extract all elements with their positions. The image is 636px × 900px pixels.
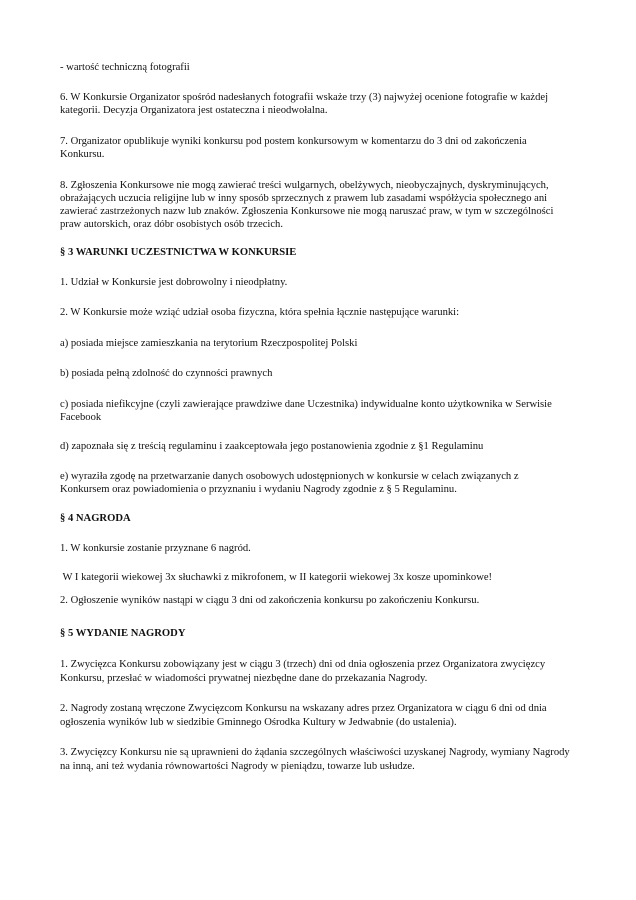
- paragraph-7: 7. Organizator opublikuje wyniki konkursu pod postem konkursowym w komentarzu do 3 dni od zakończenia Konkursu.: [60, 136, 527, 160]
- condition-b: b) posiada pełną zdolność do czynności prawnych: [60, 368, 273, 379]
- criterion-technical-value: - wartość techniczną fotografii: [60, 62, 190, 73]
- condition-e: e) wyraziła zgodę na przetwarzanie danych osobowych udostępnionych w konkursie w celach związanych z Konkursem oraz powiadomienia o przyznaniu i wydaniu Nagrody zgodnie z § 5 Regulaminu.: [60, 471, 519, 495]
- section-3-item-1: 1. Udział w Konkursie jest dobrowolny i nieodpłatny.: [60, 277, 288, 288]
- section-5-item-2: 2. Nagrody zostaną wręczone Zwycięzcom Konkursu na wskazany adres przez Organizatora w ciągu 6 dni od dnia ogłoszenia wyników lub w siedzibie Gminnego Ośrodka Kultury w Jedwabnie (do ustalenia).: [60, 703, 547, 728]
- condition-a: a) posiada miejsce zamieszkania na terytorium Rzeczpospolitej Polski: [60, 338, 358, 349]
- section-5-item-3: 3. Zwycięzcy Konkursu nie są uprawnieni do żądania szczególnych właściwości uzyskanej Nagrody, wymiany Nagrody na inną, ani też wydania równowartości Nagrody w pieniądzu, towarze lub usłudze.: [60, 747, 570, 772]
- section-3-item-2: 2. W Konkursie może wziąć udział osoba fizyczna, która spełnia łącznie następujące warunki:: [60, 307, 460, 318]
- section-4-item-2: 2. Ogłoszenie wyników nastąpi w ciągu 3 dni od zakończenia konkursu po zakończeniu Konkursu.: [60, 595, 480, 606]
- condition-d: d) zapoznała się z treścią regulaminu i zaakceptowała jego postanowienia zgodnie z §1 Regulaminu: [60, 441, 484, 452]
- paragraph-6: 6. W Konkursie Organizator spośród nadesłanych fotografii wskaże trzy (3) najwyżej ocenione fotografie w każdej kategorii. Decyzja Organizatora jest ostateczna i nieodwołalna.: [60, 92, 549, 116]
- section-3-heading: § 3 WARUNKI UCZESTNICTWA W KONKURSIE: [60, 247, 297, 258]
- condition-c: c) posiada niefikcyjne (czyli zawierające prawdziwe dane Uczestnika) indywidualne konto użytkownika w Serwisie Facebook: [60, 399, 552, 423]
- prize-details: W I kategorii wiekowej 3x słuchawki z mikrofonem, w II kategorii wiekowej 3x kosze upominkowe!: [60, 572, 493, 583]
- paragraph-8: 8. Zgłoszenia Konkursowe nie mogą zawierać treści wulgarnych, obelżywych, nieobyczajnych, dyskryminujących, obrażających uczucia religijne lub w inny sposób sprzecznych z prawem lub zasadami współżycia społecznego ani zawierać zastrzeżonych nazw lub znaków. Zgłoszenia Konkursowe nie mogą naruszać praw, w tym w szczególności praw autorskich, oraz dóbr osobistych osób trzecich.: [60, 180, 554, 230]
- section-5-item-1: 1. Zwycięzca Konkursu zobowiązany jest w ciągu 3 (trzech) dni od dnia ogłoszenia przez Organizatora zwycięzcy Konkursu, przesłać w wiadomości prywatnej niezbędne dane do przekazania Nagrody.: [60, 659, 546, 684]
- section-5-heading: § 5 WYDANIE NAGRODY: [60, 628, 186, 639]
- section-4-heading: § 4 NAGRODA: [60, 513, 131, 524]
- section-4-item-1: 1. W konkursie zostanie przyznane 6 nagród.: [60, 543, 251, 554]
